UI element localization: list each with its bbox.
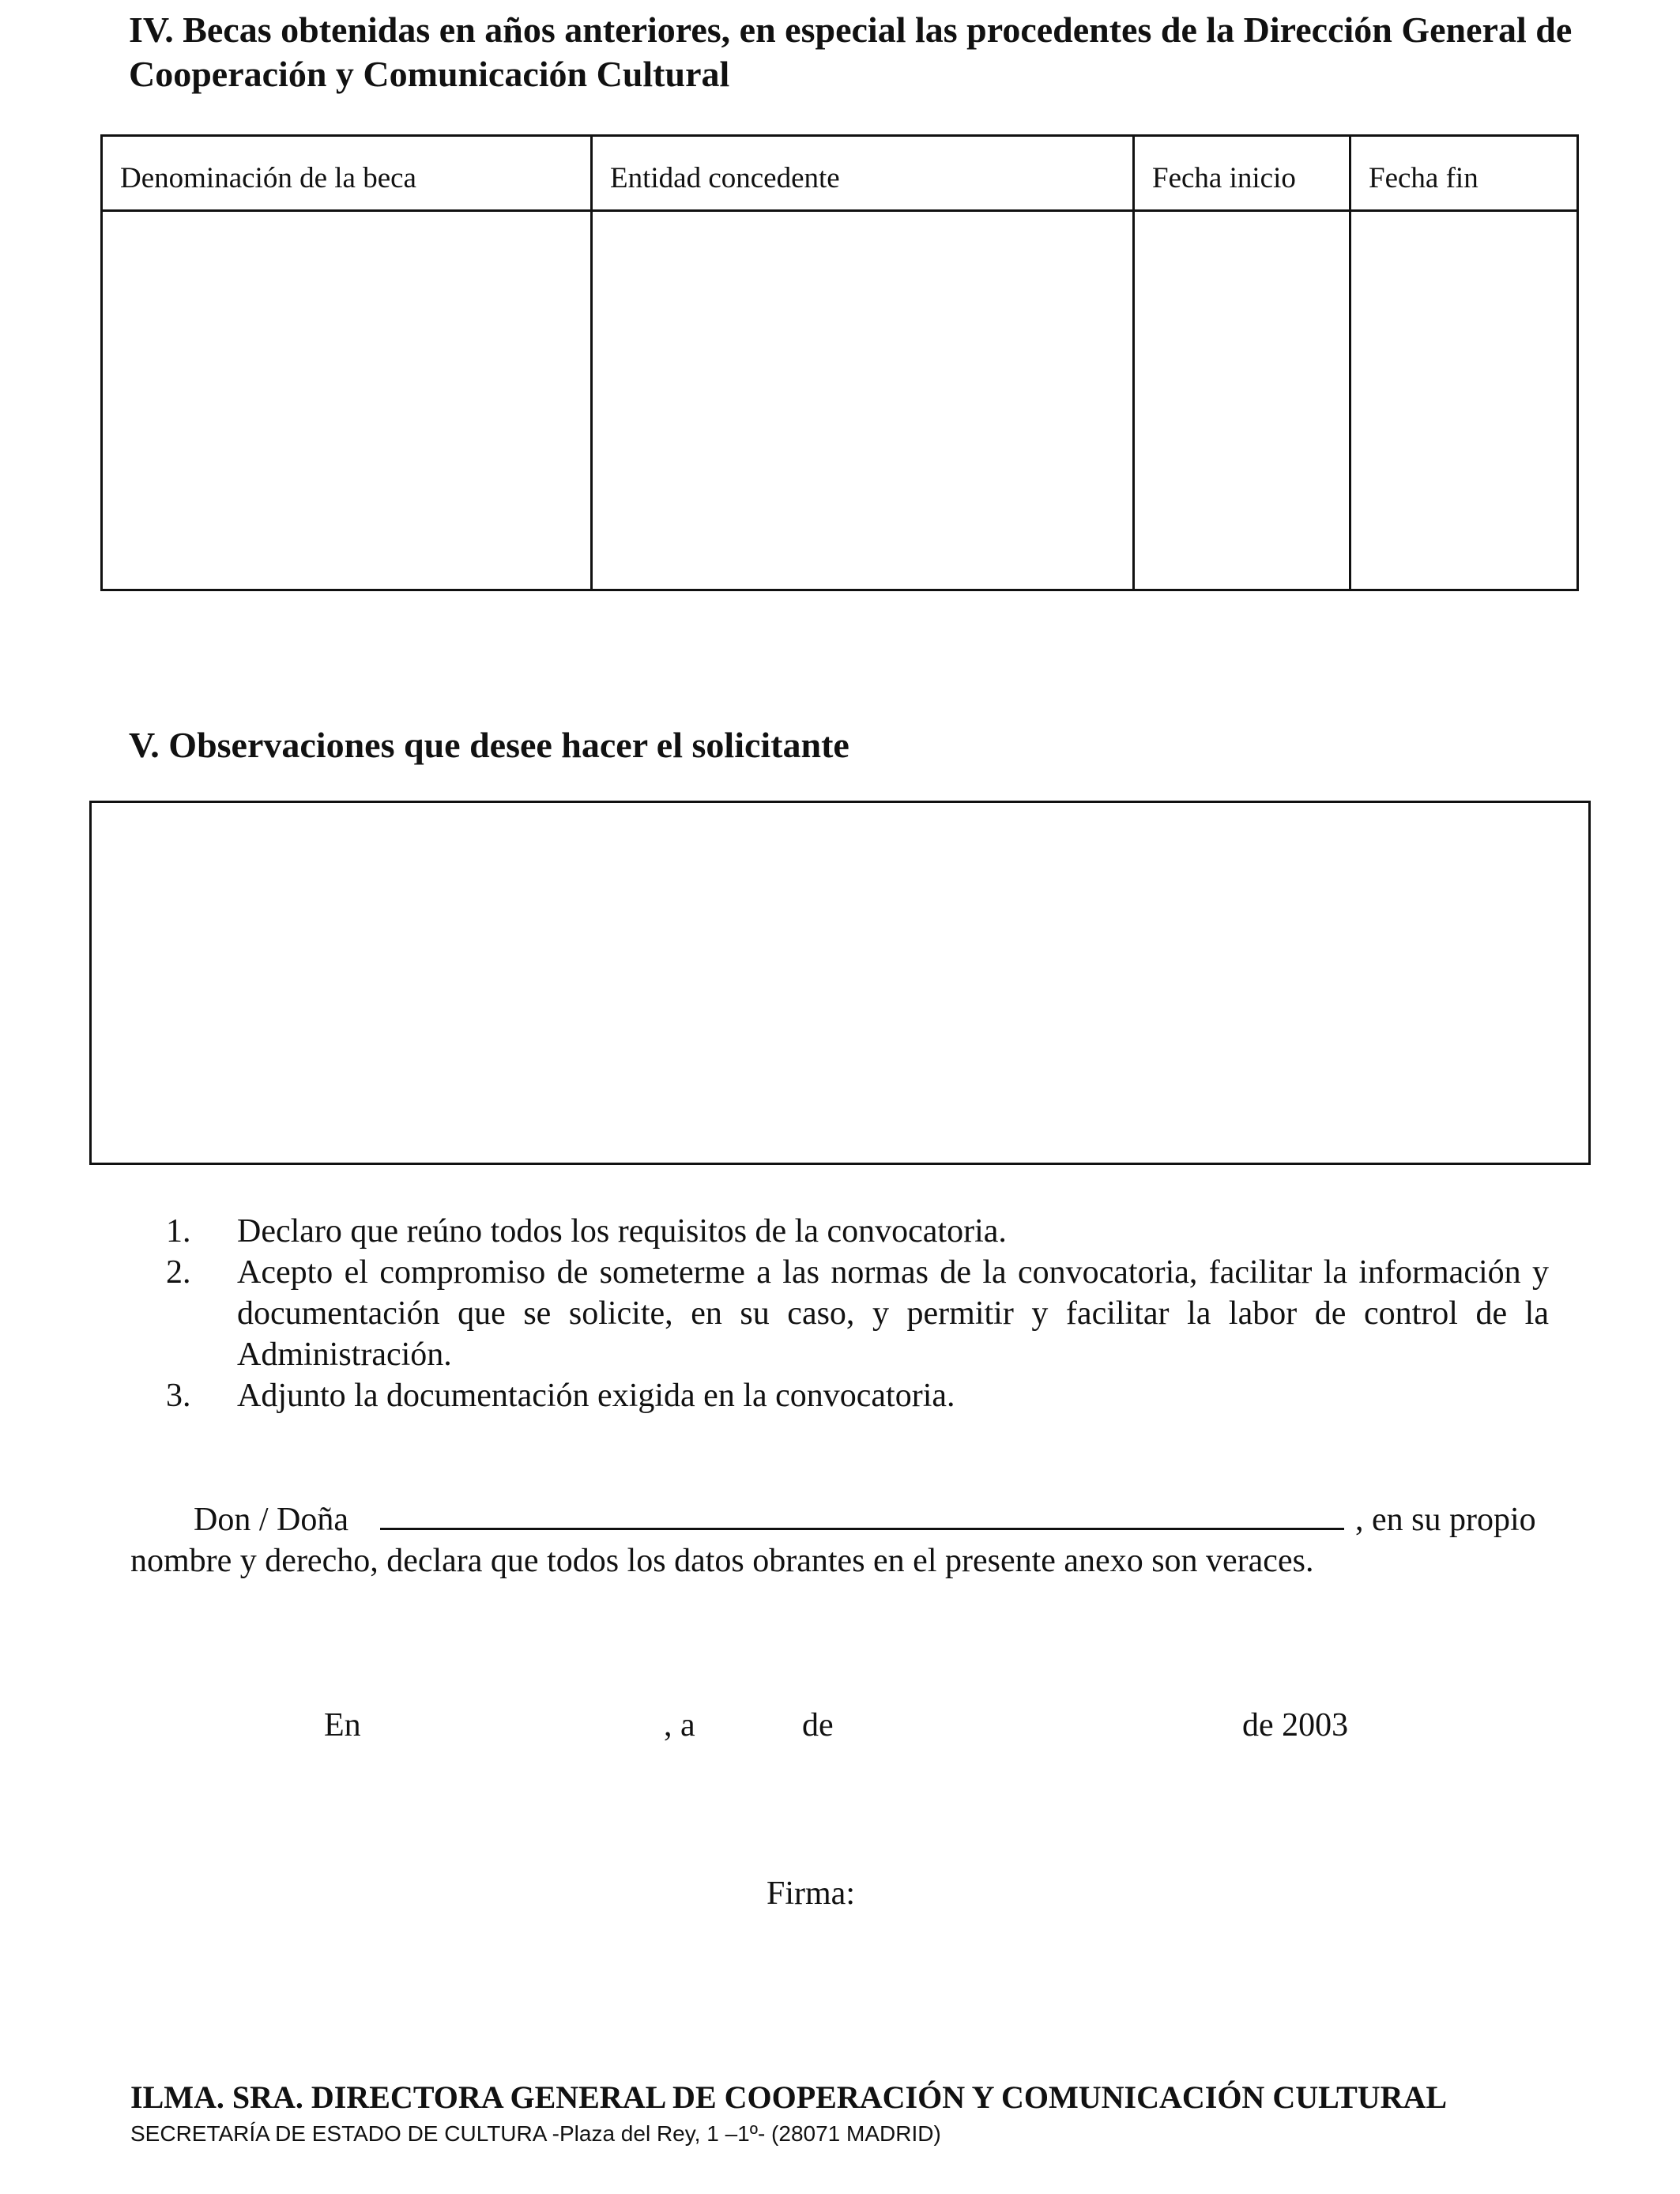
place-en-label: En — [324, 1707, 361, 1744]
section-5-heading: V. Observaciones que desee hacer el solicitante — [129, 725, 849, 765]
declarante-line-2: nombre y derecho, declara que todos los datos obrantes en el presente anexo son veraces. — [130, 1543, 1314, 1579]
declaration-item — [166, 1211, 1549, 1252]
declaration-text: Declaro que reúno todos los requisitos de la convocatoria. — [237, 1213, 1007, 1250]
declaration-text: Acepto el compromiso de someterme a las normas de la convocatoria, facilitar la información y documentación que se solicite, en su caso, y permitir y facilitar la labor de control de la Administración. — [237, 1254, 1549, 1373]
declaration-number: 1. — [166, 1213, 191, 1250]
column-header-denominacion: Denominación de la beca — [102, 136, 592, 211]
fecha-fin-cell[interactable] — [1350, 211, 1578, 590]
section-4-heading — [129, 8, 1583, 96]
becas-table-header-row — [102, 136, 1578, 211]
declaration-item — [166, 1375, 1549, 1416]
section-4-heading-line-2: Cooperación y Comunicación Cultural — [129, 54, 730, 94]
name-blank-line[interactable] — [380, 1501, 1344, 1530]
declaration-number: 2. — [166, 1254, 191, 1291]
column-header-fecha-inicio: Fecha inicio — [1134, 136, 1350, 211]
entidad-cell[interactable] — [592, 211, 1134, 590]
becas-table — [100, 134, 1579, 591]
fecha-inicio-cell[interactable] — [1134, 211, 1350, 590]
becas-table-entry-row — [102, 211, 1578, 590]
en-su-propio-text: , en su propio — [1354, 1502, 1536, 1538]
declarations-list — [166, 1211, 1549, 1416]
declaration-item — [166, 1252, 1549, 1375]
denominacion-cell[interactable] — [102, 211, 592, 590]
address: SECRETARÍA DE ESTADO DE CULTURA -Plaza del Rey, 1 –1º- (28071 MADRID) — [130, 2121, 941, 2146]
don-dona-label: Don / Doña — [194, 1502, 348, 1538]
section-4-heading-line-1: IV. Becas obtenidas en años anteriores, en especial las procedentes de la Dirección General de — [129, 9, 1573, 50]
column-header-fecha-fin: Fecha fin — [1350, 136, 1578, 211]
year-label: de 2003 — [1242, 1707, 1349, 1744]
firma-label: Firma: — [767, 1875, 855, 1912]
declarante-statement — [130, 1499, 1549, 1581]
column-header-entidad: Entidad concedente — [592, 136, 1134, 211]
declaration-text: Adjunto la documentación exigida en la convocatoria. — [237, 1378, 955, 1414]
observaciones-box[interactable] — [89, 801, 1591, 1165]
date-de-label: de — [802, 1707, 834, 1744]
date-a-label: , a — [664, 1707, 695, 1744]
addressee: ILMA. SRA. DIRECTORA GENERAL DE COOPERACIÓN Y COMUNICACIÓN CULTURAL — [130, 2079, 1448, 2115]
declaration-number: 3. — [166, 1378, 191, 1414]
